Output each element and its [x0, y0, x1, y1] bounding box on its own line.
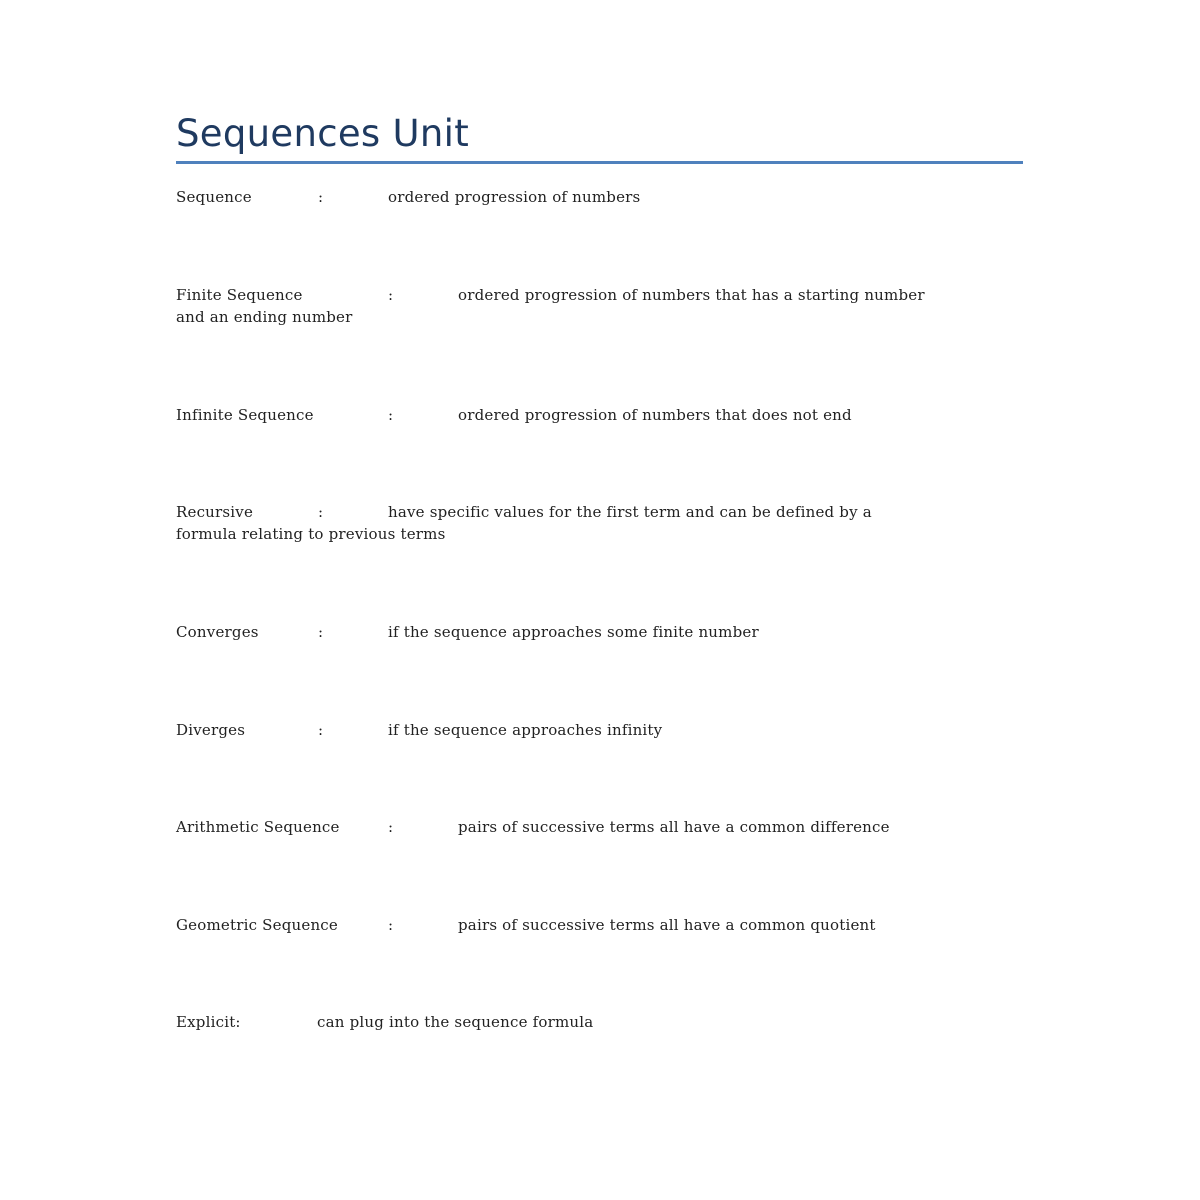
- definition-entry-infinite-sequence: [176, 404, 1026, 426]
- term-definition: ordered progression of numbers: [388, 188, 641, 206]
- term-definition: pairs of successive terms all have a common quotient: [458, 916, 876, 934]
- term-definition: can plug into the sequence formula: [317, 1013, 594, 1031]
- title-underline-rule: [176, 161, 1023, 164]
- term-definition: if the sequence approaches infinity: [388, 721, 663, 739]
- term-definition: have specific values for the first term and can be defined by a: [388, 503, 872, 521]
- definition-entry-arithmetic-sequence: [176, 816, 1026, 838]
- definition-entry-diverges: [176, 719, 1026, 741]
- term-label: Finite Sequence: [176, 286, 303, 304]
- term-label: Arithmetic Sequence: [176, 818, 340, 836]
- term-separator: :: [318, 623, 324, 641]
- term-definition: pairs of successive terms all have a common difference: [458, 818, 890, 836]
- definition-entry-explicit: [176, 1011, 1026, 1033]
- term-definition: ordered progression of numbers that does not end: [458, 406, 852, 424]
- term-separator: :: [388, 818, 394, 836]
- definition-entry-geometric-sequence: [176, 914, 1026, 936]
- term-definition: if the sequence approaches some finite number: [388, 623, 759, 641]
- term-separator: :: [318, 188, 324, 206]
- term-label: Sequence: [176, 188, 252, 206]
- term-label: Diverges: [176, 721, 246, 739]
- definition-entry-sequence: [176, 186, 1026, 208]
- term-label: Converges: [176, 623, 259, 641]
- term-definition: ordered progression of numbers that has a starting number: [458, 286, 925, 304]
- term-label: Explicit:: [176, 1013, 241, 1031]
- term-separator: :: [388, 286, 394, 304]
- term-label: Infinite Sequence: [176, 406, 314, 424]
- term-definition-continuation: and an ending number: [176, 308, 353, 326]
- definition-entry-recursive: [176, 501, 1026, 545]
- term-definition-continuation: formula relating to previous terms: [176, 525, 446, 543]
- term-separator: :: [318, 503, 324, 521]
- definition-entry-finite-sequence: [176, 284, 1026, 328]
- term-label: Geometric Sequence: [176, 916, 338, 934]
- term-separator: :: [388, 916, 394, 934]
- page-title: Sequences Unit: [176, 112, 470, 155]
- term-label: Recursive: [176, 503, 254, 521]
- term-separator: :: [388, 406, 394, 424]
- definition-entry-converges: [176, 621, 1026, 643]
- term-separator: :: [318, 721, 324, 739]
